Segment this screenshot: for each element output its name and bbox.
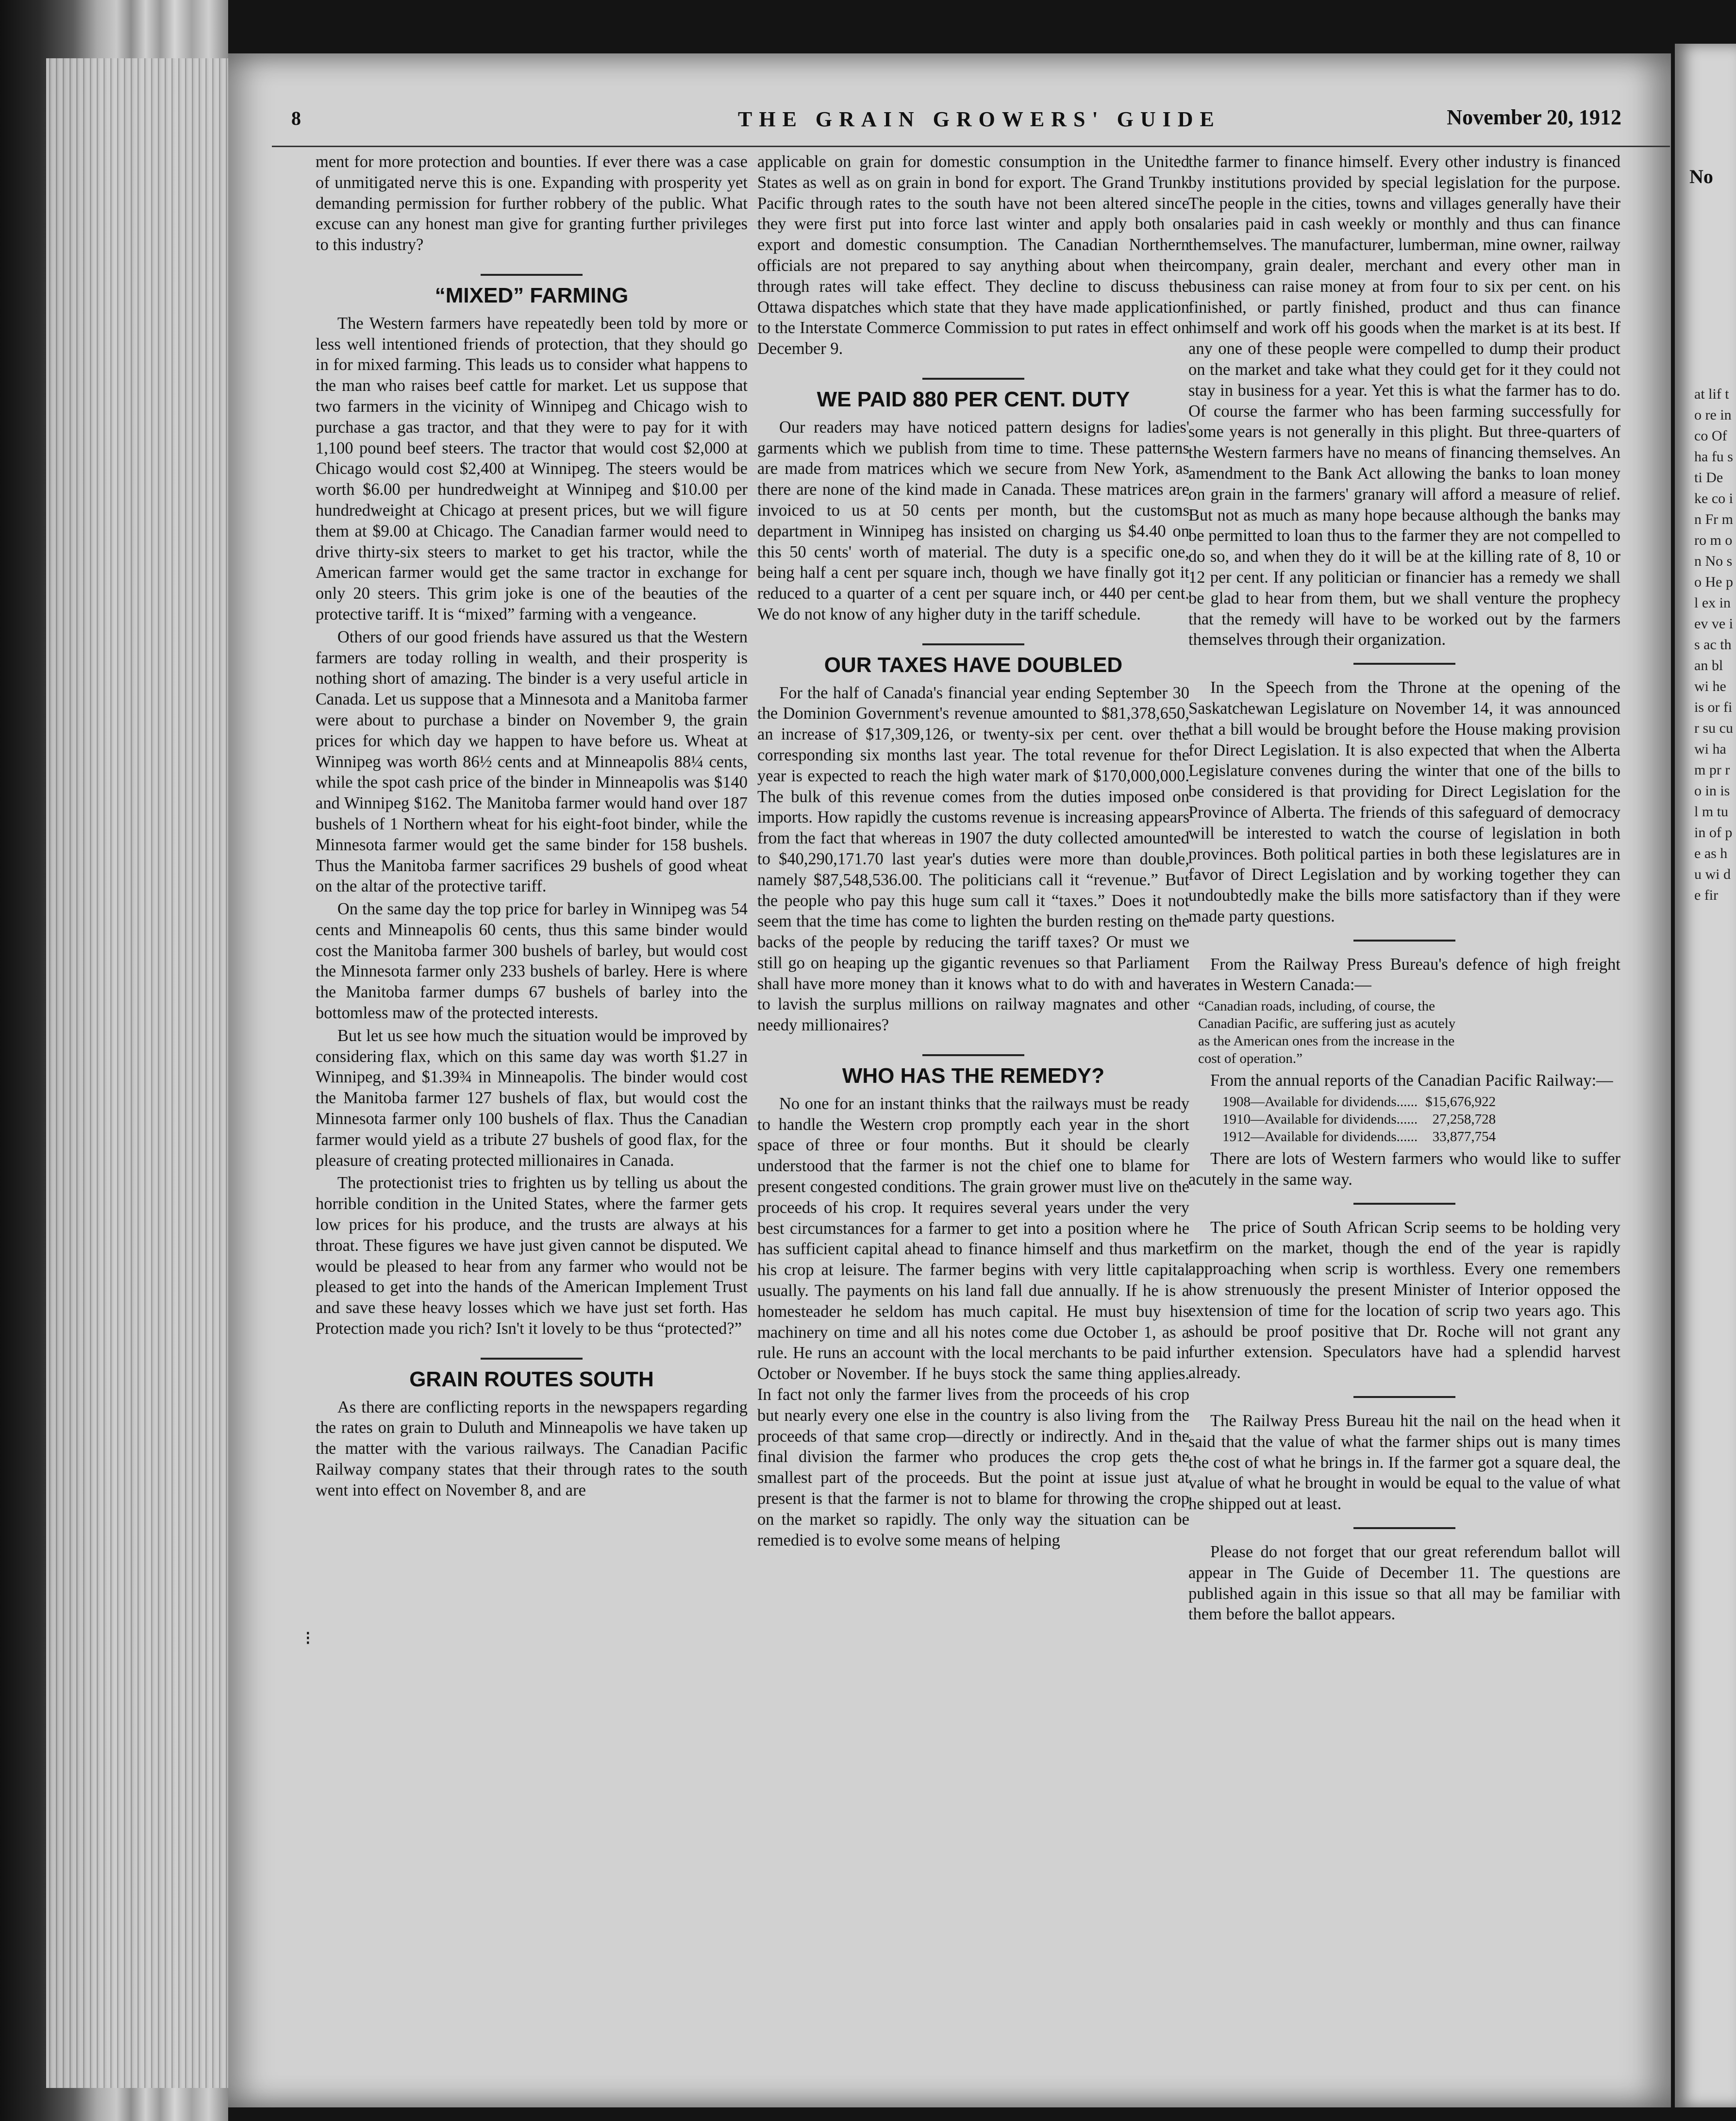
quote-line: as the American ones from the increase in the bbox=[1198, 1033, 1455, 1049]
mixed-farming-paragraph: But let us see how much the situation would be improved by considering flax, which on this same day was worth $1.27 in Winnipeg, and $1.39¾ in Minneapolis. The binder would cost the Manitoba farmer 127 bushels of flax, but would cost the Minnesota farmer only 100 bushels of flax. Thus the Canadian farmer would yield as a tribute 27 bushels of good flax, for the pleasure of creating protected millionaires in Canada. bbox=[316, 1026, 748, 1170]
mixed-farming-paragraph: The protectionist tries to frighten us by telling us about the horrible condition in the United States, where the farmer gets low prices for his produce, and the trusts are always at his throat. These figures we have just given cannot be disputed. We would be pleased to hear from any farmer who would not be pleased to get into the hands of the American Implement Trust and save these heavy losses which we have just set forth. Has Protection made you rich? Isn't it lovely to be thus “protected?” bbox=[316, 1174, 748, 1338]
referendum-paragraph: Please do not forget that our great referendum ballot will appear in The Guide of December 11. The questions are published again in this issue so that all may be familiar with them before the ballot appears. bbox=[1188, 1543, 1620, 1624]
mixed-farming-paragraph: The Western farmers have repeatedly been told by more or less well intentioned friends of protection, that they should go in for mixed farming. This leads us to consider what happens to the man who raises beef cattle for market. Let us suppose that two farmers in the vicinity of Winnipeg and Chicago wish to purchase a gas tractor, and that they were to pay for it with 1,100 pound beef steers. The tractor that would cost $2,000 at Chicago would cost $2,400 at Winnipeg. The steers would be worth $6.00 per hundredweight at Winnipeg and $10.00 per hundredweight at Chicago at present prices, but we will figure them at $9.00 at Chicago. The Canadian farmer would need to drive thirty-six steers to market to get his tractor, while the American farmer would get the same tractor in exchange for only 20 steers. This grim joke is one of the beauties of the protective tariff. It is “mixed” farming with a vengeance. bbox=[316, 314, 748, 623]
legislation-paragraph: In the Speech from the Throne at the opening of the Saskatchewan Legislature on November 14, it was announced that a bill would be brought before the House making provision for Direct Legislation. It is also expected that when the Alberta Legislature convenes during the winter that one of the bills to be considered is that providing for Direct Legislation for the Province of Alberta. The friends of this safeguard of democracy will be interested to watch the course of legislation in both provinces. Both political parties in both these legislatures are in favor of Direct Legislation and by working together they can undoubtedly make the bills more satisfactory than if they were made party questions. bbox=[1188, 678, 1620, 926]
remedy-continued: the farmer to finance himself. Every other industry is financed by institutions provided by special legislation for the purpose. The people in the cities, towns and villages generally have their salaries paid in cash weekly or monthly and thus can finance themselves. The manufacturer, lumberman, mine owner, railway company, grain dealer, merchant and every other man in business can raise money at from four to six per cent. on his finished, or partly finished, product and thus can finance himself and work off his goods when the market is at its best. If any one of these people were compelled to dump their product on the market and take what they could get for it they could not stay in business for a year. Yet this is what the farmer has to do. Of course the farmer who has been farming successfully for some years is not generally in this plight. But three-quarters of the Western farmers have no means of financing themselves. An amendment to the Bank Act allowing the banks to loan money on grain in the farmers' granary will afford a measure of relief. But not as much as many hope because although the banks may be permitted to loan thus to the farmer they are not compelled to do so, and when they do it will be at the killing rate of 8, 10 or 12 per cent. If any politician or financier has a remedy we shall be glad to hear from them, but we shall venture the prophecy that the remedy will have to be worked out by the farmers themselves through their organization. bbox=[1188, 152, 1620, 649]
scrip-paragraph: The price of South African Scrip seems to be holding very firm on the market, though the end of the year is rapidly approaching when scrip is worthless. Every one remembers how strenuously the present Minister of Interior opposed the extension of time for the location of scrip two years ago. This should be proof positive that Dr. Roche will not grant any further extension. Speculators have had a splendid harvest already. bbox=[1188, 1218, 1620, 1382]
column-2 bbox=[757, 152, 1189, 2045]
section-rule bbox=[922, 378, 1024, 380]
facing-page-text: at lif to re in co Of ha fu sti De ke co in Fr m ro m on No so He pl ex in ev ve is ac th an bl wi he is or fir su cu wi ha m pr ro in isl m tu in of pe as hu wi de fir bbox=[1694, 386, 1734, 903]
column-1 bbox=[316, 152, 748, 2045]
facing-page bbox=[1675, 44, 1736, 2107]
table-row bbox=[1222, 1111, 1499, 1128]
section-rule bbox=[922, 1054, 1024, 1056]
page-edges bbox=[46, 58, 231, 2088]
margin-mark: ⁝ bbox=[305, 1627, 311, 1649]
section-rule bbox=[1353, 940, 1455, 942]
cpr-reports-intro: From the annual reports of the Canadian Pacific Railway:— bbox=[1210, 1071, 1613, 1090]
dividends-comment: There are lots of Western farmers who would like to suffer acutely in the same way. bbox=[1188, 1149, 1620, 1189]
dividend-amount: $15,676,922 bbox=[1425, 1094, 1496, 1110]
dividend-label: 1908—Available for dividends...... bbox=[1222, 1094, 1418, 1110]
section-rule bbox=[1353, 1527, 1455, 1529]
taxes-title: OUR TAXES HAVE DOUBLED bbox=[824, 653, 1123, 677]
grain-routes-title: GRAIN ROUTES SOUTH bbox=[409, 1367, 654, 1391]
mixed-farming-paragraph: Others of our good friends have assured us that the Western farmers are today rolling in wealth, and their prosperity is nothing short of amazing. The binder is a very useful article in Canada. Let us suppose that a Minnesota and a Manitoba farmer were about to purchase a binder on November 9, the grain prices for which day we happen to have before us. Wheat at Winnipeg was worth 86½ cents and at Minneapolis 88¼ cents, while the spot cash price of the binder in Minneapolis was $140 and Winnipeg $162. The Manitoba farmer would hand over 187 bushels of 1 Northern wheat for his eight-foot binder, while the Minnesota farmer would get the same binder for 158 bushels. Thus the Manitoba farmer sacrifices 29 bushels of good wheat on the altar of the protective tariff. bbox=[316, 627, 748, 896]
column-3 bbox=[1188, 152, 1620, 2045]
intro-text: ment for more protection and bounties. If ever there was a case of unmitigated nerve this is one. Expanding with prosperity yet demanding permission for further robbery of the public. What excuse can any honest man give for granting further privileges to this industry? bbox=[316, 152, 748, 254]
section-rule bbox=[922, 643, 1024, 645]
section-rule bbox=[1353, 663, 1455, 665]
dividend-label: 1910—Available for dividends...... bbox=[1222, 1111, 1418, 1128]
page-header bbox=[291, 102, 1621, 136]
grain-routes-continued: applicable on grain for domestic consumption in the United States as well as on grain in bond for export. The Grand Trunk Pacific through rates to the south have not been altered since they were first put into force last winter and apply both on export and domestic consumption. The Canadian Northern officials are not prepared to say anything about when their through rates will take effect. They decline to discuss the Ottawa dispatches which state that they have made application to the Interstate Commerce Commission to put rates in effect on December 9. bbox=[757, 152, 1189, 358]
railway-bureau-intro: From the Railway Press Bureau's defence of high freight rates in Western Canada:— bbox=[1188, 955, 1620, 994]
duty-paragraph: Our readers may have noticed pattern designs for ladies' garments which we publish from time to time. These patterns are made from matrices which we secure from New York, as there are none of the kind made in Canada. These matrices are invoiced to us at 50 cents per month, but the customs department in Winnipeg has insisted on charging us $4.40 on this 50 cents' worth of material. The duty is a specific one, being half a cent per square inch, though we have finally got it reduced to a quarter of a cent per square inch, or 440 per cent. We do not know of any higher duty in the tariff schedule. bbox=[757, 418, 1189, 623]
section-rule bbox=[1353, 1203, 1455, 1205]
quote-line: cost of operation.” bbox=[1198, 1051, 1303, 1067]
grain-routes-paragraph: As there are conflicting reports in the newspapers regarding the rates on grain to Duluth and Minneapolis we have taken up the matter with the various railways. The Canadian Pacific Railway company states that their through rates to the south went into effect on November 8, and are bbox=[316, 1397, 748, 1499]
remedy-title: WHO HAS THE REMEDY? bbox=[842, 1064, 1105, 1088]
table-row bbox=[1222, 1128, 1499, 1145]
dividend-label: 1912—Available for dividends...... bbox=[1222, 1129, 1418, 1145]
mixed-farming-title: “MIXED” FARMING bbox=[434, 283, 629, 307]
facing-page-header: No bbox=[1689, 166, 1713, 187]
dividend-amount: 27,258,728 bbox=[1432, 1111, 1496, 1128]
nail-on-head-paragraph: The Railway Press Bureau hit the nail on the head when it said that the value of what the farmer ships out is many times the cost of what he brings in. If the farmer got a square deal, the value of what he brought in would be equal to the value of what he shipped out at least. bbox=[1188, 1412, 1620, 1514]
mixed-farming-paragraph: On the same day the top price for barley in Winnipeg was 54 cents and Minneapolis 60 cents, thus this same binder would cost the Manitoba farmer 300 bushels of barley, but would cost the Minnesota farmer only 233 bushels of barley. Here is where the Manitoba farmer dumps 67 bushels of barley into the bottomless maw of the protected interests. bbox=[316, 900, 748, 1023]
section-rule bbox=[1353, 1396, 1455, 1398]
quote-line: Canadian Pacific, are suffering just as acutely bbox=[1198, 1016, 1456, 1032]
railway-bureau-quote bbox=[1188, 997, 1620, 1067]
quote-line: “Canadian roads, including, of course, the bbox=[1198, 998, 1436, 1014]
issue-date: November 20, 1912 bbox=[1447, 105, 1621, 129]
table-row bbox=[1222, 1093, 1499, 1111]
section-rule bbox=[481, 1358, 583, 1360]
dividends-table bbox=[1222, 1093, 1499, 1145]
remedy-paragraph: No one for an instant thinks that the railways must be ready to handle the Western crop promptly each year in the short space of three or four months. But it should be clearly understood that the farmer is not the chief one to blame for present congested conditions. The grain grower must live on the proceeds of his crop. It requires several years under the very best circumstances for a farmer to get into a position where he has sufficient capital ahead to finance himself and thus market his crop at leisure. The farmer begins with very little capital usually. The payments on his land fall due annually. If he is a homesteader he seldom has much capital. He must buy his machinery on time and all his notes come due October 1, as a rule. He runs an account with the local merchants to be paid in October or November. If he buys stock the same thing applies. In fact not only the farmer lives from the proceeds of his crop but nearly every one else in the country is also living from the proceeds of that same crop—directly or indirectly. And in the final division the farmer who produces the crop gets the smallest part of the proceeds. But the point at issue just at present is that the farmer is not to blame for throwing the crop on the market so rapidly. The only way the situation can be remedied is to evolve some means of helping bbox=[757, 1094, 1189, 1549]
page-number: 8 bbox=[291, 107, 301, 129]
duty-title: WE PAID 880 PER CENT. DUTY bbox=[817, 387, 1130, 411]
journal-title: THE GRAIN GROWERS' GUIDE bbox=[738, 107, 1221, 131]
dividend-amount: 33,877,754 bbox=[1432, 1129, 1496, 1145]
header-rule bbox=[272, 146, 1670, 147]
section-rule bbox=[481, 274, 583, 276]
taxes-paragraph: For the half of Canada's financial year ending September 30 the Dominion Government's revenue amounted to $81,378,650, an increase of $17,309,126, or twenty-six per cent. over the corresponding six months last year. The total revenue for the year is expected to reach the high water mark of $170,000,000. The bulk of this revenue comes from the duties imposed on imports. How rapidly the customs revenue is increasing appears from the fact that whereas in 1907 the duty collected amounted to $40,290,171.70 last year's duties were more than double, namely $87,548,536.00. The politicians call it “revenue.” But the people who pay this huge sum call it “taxes.” Does it not seem that the time has come to lighten the burden resting on the backs of the people by reducing the tariff taxes? Or must we still go on heaping up the gigantic revenues so that Parliament shall have more money than it knows what to do with and have to lavish the surplus millions on railway magnates and other needy millionaires? bbox=[757, 683, 1189, 1035]
